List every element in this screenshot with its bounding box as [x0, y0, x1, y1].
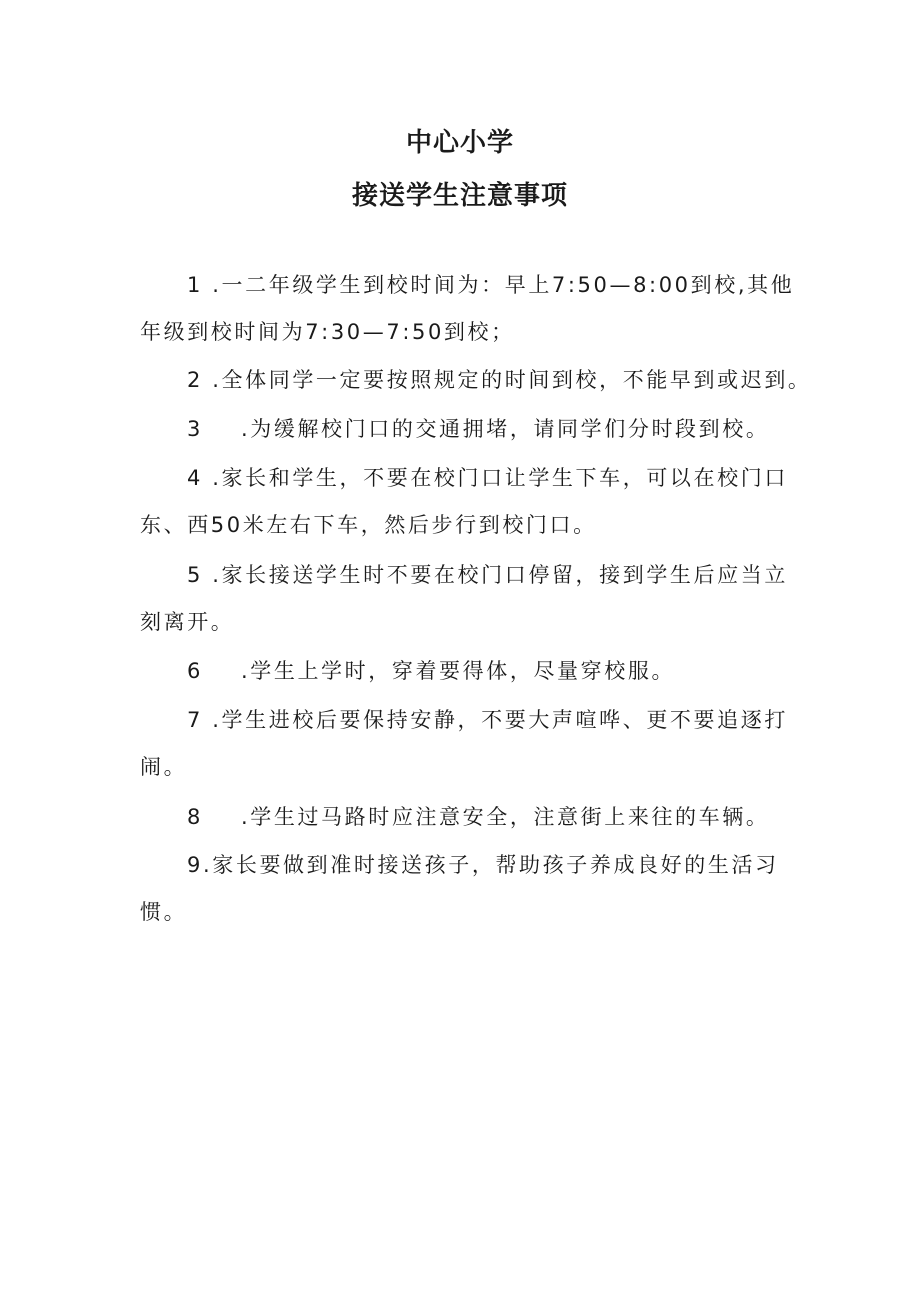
item-text: .家长要做到准时接送孩子，帮助孩子养成良好的生活习	[202, 853, 779, 877]
item-number: 7	[187, 708, 203, 732]
notice-item-7	[187, 705, 788, 735]
notice-item-1	[187, 270, 794, 300]
notice-item-4-continued: 东、西50米左右下车，然后步行到校门口。	[140, 513, 597, 537]
item-number: 4	[187, 466, 203, 490]
item-number: 6	[187, 659, 203, 683]
notice-item-5-continued: 刻离开。	[140, 610, 235, 634]
item-text: .一二年级学生到校时间为：早上7:50—8:00到校,其他	[212, 273, 795, 297]
notice-item-8	[187, 802, 769, 832]
notice-item-3	[187, 414, 769, 444]
item-text: .学生过马路时应注意安全，注意街上来往的车辆。	[240, 805, 770, 829]
document-subtitle: 接送学生注意事项	[351, 181, 568, 211]
item-text: .为缓解校门口的交通拥堵，请同学们分时段到校。	[240, 417, 770, 441]
notice-item-9	[187, 850, 779, 880]
item-number: 8	[187, 805, 203, 829]
item-text: .学生进校后要保持安静，不要大声喧哗、更不要追逐打	[212, 708, 788, 732]
document-title: 中心小学	[405, 128, 514, 158]
item-number: 2	[187, 368, 203, 392]
notice-item-2	[187, 365, 812, 395]
item-number: 1	[187, 273, 203, 297]
item-number: 9	[187, 853, 203, 877]
notice-item-7-continued: 闹。	[140, 755, 188, 779]
item-number: 5	[187, 563, 203, 587]
item-text: .全体同学一定要按照规定的时间到校，不能早到或迟到。	[212, 368, 812, 392]
notice-item-5	[187, 560, 788, 590]
item-number: 3	[187, 417, 203, 441]
item-text: .家长和学生，不要在校门口让学生下车，可以在校门口	[212, 466, 788, 490]
notice-item-1-continued: 年级到校时间为7:30—7:50到校；	[140, 320, 515, 344]
notice-item-9-continued: 惯。	[140, 900, 188, 924]
item-text: .家长接送学生时不要在校门口停留，接到学生后应当立	[212, 563, 788, 587]
item-text: .学生上学时，穿着要得体，尽量穿校服。	[240, 659, 676, 683]
notice-item-6	[187, 656, 675, 686]
notice-item-4	[187, 463, 788, 493]
